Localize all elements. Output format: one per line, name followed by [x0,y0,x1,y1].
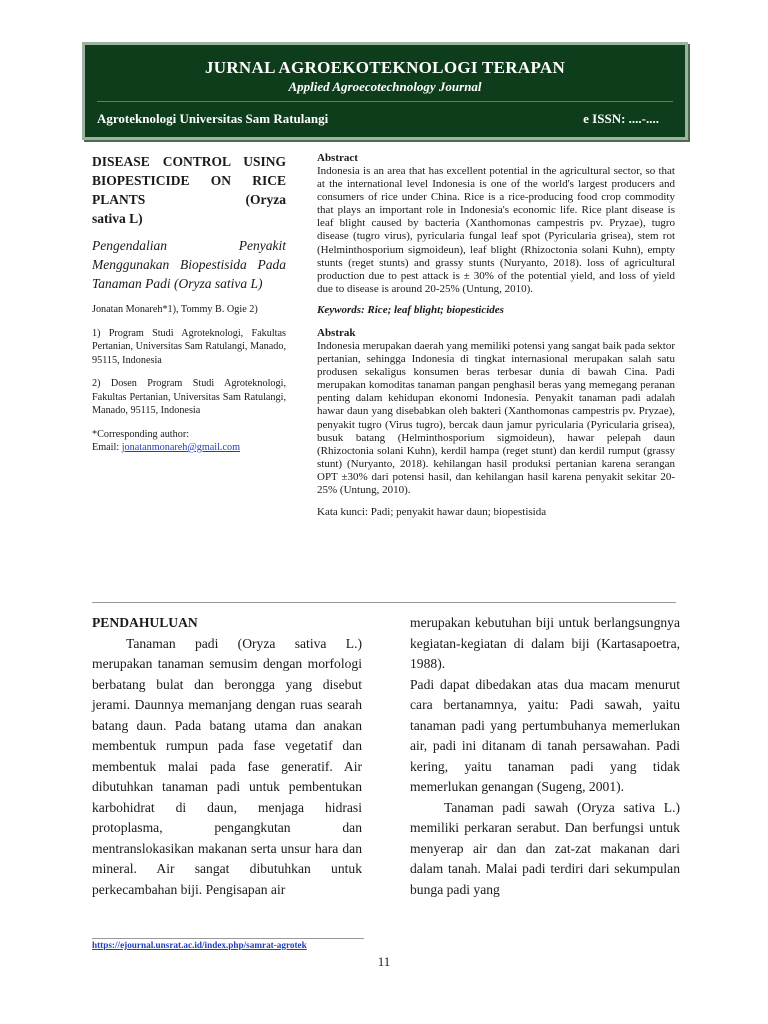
abstract-column [317,152,675,519]
affiliation-2: 2) Dosen Program Studi Agroteknologi, Fakultas Pertanian, Universitas Sam Ratulangi, Manado, 95115, Indonesia [92,378,286,416]
abstrak-text: Indonesia merupakan daerah yang memiliki potensi yang sangat baik pada sektor pertanian, sehingga Indonesia di tingkat internasional merupakan salah satu produsen sekaligus konsumen beras terbesar dunia di bawah Cina. Padi merupakan komoditas tanaman pangan penghasil beras yang memegang peranan penting dalam kehidupan ekonomi Indonesia. Penyakit tanaman padi adalah hawar daun yang disebabkan oleh bakteri (Xanthomonas campestris pv. Pryzae), penyakit tugro (Virus tugro), bercak daun jamur pyricularia (Pyricularia grisea), busuk batang (Helminthosporium sigmoideun), hawar pelepah daun (Rhizoctonia solani Kuhn), kerdil hampa (reget stunt) dan kerdil rumput (grassy stunt) (Nuryanto, 2018). kehilangan hasil produksi pertanian karena serangan OPT ±30% dari potensi hasil, dan kehilangan hasil karena penyakit sekitar 20-25% (Untung, 2010). [317,339,675,496]
article-info-column [92,152,286,455]
journal-url-link[interactable]: https://ejournal.unsrat.ac.id/index.php/samrat-agrotek [92,940,307,950]
page-number: 11 [377,954,391,969]
body-paragraph: Tanaman padi (Oryza sativa L.) merupakan tanaman semusim dengan morfologi berbatang bulat dan berongga yang disebut jerami. Daunnya memanjang dengan ruas searah batang daun. Pada batang utama dan anakan membentuk rumpun pada fase vegetatif dan membentuk malai pada fase generatif. Air dibutuhkan tanaman padi untuk pembentukan karbohidrat di daun, menjaga hidrasi protoplasma, pengangkutan dan mentranslokasikan makanan serta unsur hara dan mineral. Air sangat dibutuhkan untuk perkecambahan biji. Pengisapan air [92,635,362,897]
abstract-text: Indonesia is an area that has excellent potential in the agricultural sector, so that at the international level Indonesia is one of the world's largest producers and consumers of rice under China. Rice is a rice-producing food crop commodity that plays an important role in Indonesia's economic life. Rice plant disease is leaf blight caused by bacteria (Xanthomonas campestris pv. Pryzae), tugro disease (tugro virus), pyricularia fungal leaf spot (Pyricularia grisea), stem rot (Helminthosporium sigmoideun), leaf blight (Rhizoctonia solani Kuhn), empty stunts (reget stunts) and grassy stunts (Nuryanto, 2018). loss of agricultural production due to pest attack is ± 30% of the potential yield, and loss of yield due to disease is around 20-25% (Untung, 2010). [317,165,675,295]
corresponding-label: *Corresponding author: [92,428,190,440]
author-list: Jonatan Monareh*1), Tommy B. Ogie 2) [92,304,258,315]
article-title-en [92,152,286,228]
kata-kunci: Kata kunci: Padi; penyakit hawar daun; biopestisida [317,506,547,519]
body-column-left [92,613,362,900]
abstract-heading: Abstract [317,152,358,164]
corresponding-author [92,428,286,455]
section-heading: PENDAHULUAN [92,615,198,630]
keywords: Keywords: Rice; leaf blight; biopesticides [317,303,504,316]
banner-divider [97,101,673,102]
journal-subtitle: Applied Agroecotechnology Journal [288,79,482,94]
body-paragraph: Padi dapat dibedakan atas dua macam menurut cara bertanamnya, yaitu: Padi sawah, yaitu tanaman padi yang pertumbuhanya memerlukan air, padi ini ditanam di tanah persawahan. Padi kering, yaitu tanaman padi yang tidak memerlukan genangan (Sugeng, 2001). [410,676,680,794]
abstrak-heading: Abstrak [317,326,356,339]
article-title-en-main: DISEASE CONTROL USING BIOPESTICIDE ON RICE PLANTS (Oryza [92,154,286,207]
journal-title: JURNAL AGROEKOTEKNOLOGI TERAPAN [204,58,566,77]
body-column-right [410,613,680,900]
institution-name: Agroteknologi Universitas Sam Ratulangi [97,111,329,126]
article-title-en-last: sativa L) [92,211,143,226]
affiliation-1: 1) Program Studi Agroteknologi, Fakultas Pertanian, Universitas Sam Ratulangi, Manado, 95115, Indonesia [92,327,286,366]
email-link[interactable]: jonatanmonareh@gmail.com [121,442,241,453]
journal-banner [82,42,688,140]
body-paragraph: merupakan kebutuhan biji untuk berlangsungnya kegiatan-kegiatan di dalam biji (Kartasapoetra, 1988). [410,615,680,671]
issn-label: e ISSN: ....-.... [583,111,659,126]
section-divider [92,602,676,603]
footer-divider [92,938,364,939]
body-paragraph: Tanaman padi sawah (Oryza sativa L.) memiliki perkaran serabut. Dan berfungsi untuk menyerap air dan dan zat-zat makanan dari dalam tanah. Malai padi terdiri dari sekumpulan bunga padi yang [410,799,680,897]
email-label: Email: [92,442,122,453]
article-title-id: Pengendalian Penyakit Menggunakan Biopestisida Pada Tanaman Padi (Oryza sativa L) [92,238,286,291]
